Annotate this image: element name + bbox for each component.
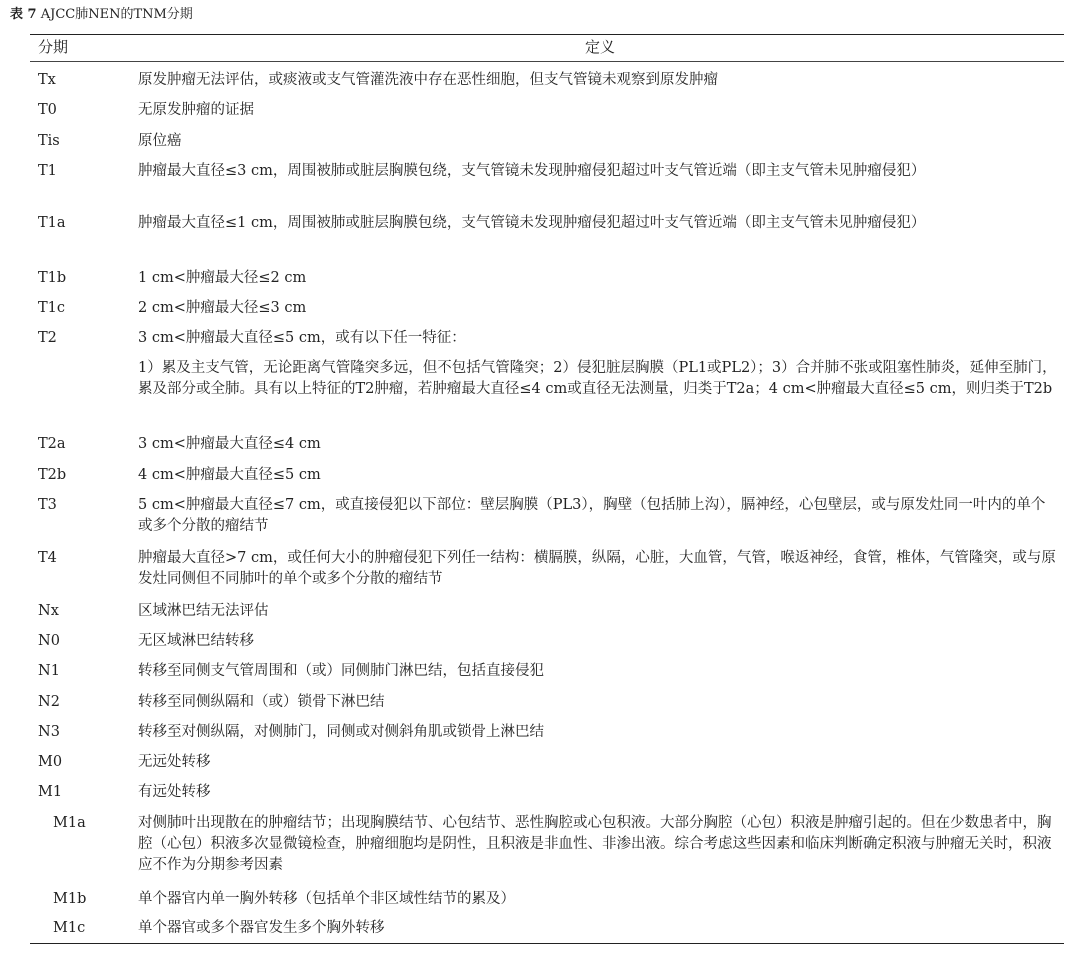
stage-cell: T1a [38, 215, 66, 231]
stage-cell: N1 [38, 663, 60, 679]
table-top-rule [30, 34, 1064, 35]
definition-cell: 3 cm<肿瘤最大直径≤5 cm，或有以下任一特征： [138, 330, 466, 346]
stage-cell: N0 [38, 633, 60, 649]
stage-cell: M1b [53, 891, 87, 907]
table-title: AJCC肺NEN的TNM分期 [40, 7, 193, 22]
column-header-stage: 分期 [38, 38, 69, 56]
stage-cell: Tis [38, 133, 60, 149]
stage-cell: T2a [38, 436, 66, 452]
definition-cell: 区域淋巴结无法评估 [138, 603, 269, 619]
definition-cell: 单个器官或多个器官发生多个胸外转移 [138, 920, 385, 936]
definition-cell: 1 cm<肿瘤最大径≤2 cm [138, 270, 307, 286]
stage-cell: T4 [38, 550, 57, 566]
definition-cell: 肿瘤最大直径>7 cm，或任何大小的肿瘤侵犯下列任一结构：横膈膜，纵隔，心脏，大血管，气管，喉返神经，食管，椎体，气管隆突，或与原发灶同侧但不同肺叶的单个或多个分散的瘤结节 [138, 550, 1056, 587]
stage-cell: T3 [38, 497, 57, 513]
stage-cell: T2 [38, 330, 57, 346]
definition-cell: 4 cm<肿瘤最大直径≤5 cm [138, 467, 321, 483]
definition-cell: 无远处转移 [138, 754, 211, 770]
table-bottom-rule [30, 943, 1064, 944]
definition-cell: 对侧肺叶出现散在的肿瘤结节；出现胸膜结节、心包结节、恶性胸腔或心包积液。大部分胸腔（心包）积液是肿瘤引起的。但在少数患者中，胸腔（心包）积液多次显微镜检查，肿瘤细胞均是阴性，且积液是非血性、非渗出液。综合考虑这些因素和临床判断确定积液与肿瘤无关时，积液应不作为分期参考因素 [138, 815, 1052, 873]
definition-cell: 1）累及主支气管，无论距离气管隆突多远，但不包括气管隆突；2）侵犯脏层胸膜（PL1或PL2）；3）合并肺不张或阻塞性肺炎，延伸至肺门，累及部分或全肺。具有以上特征的T2肿瘤，若肿瘤最大直径≤4 cm或直径无法测量，归类于T2a；4 cm<肿瘤最大直径≤5 cm，则归类于T2b [138, 360, 1057, 397]
stage-cell: T1c [38, 300, 66, 316]
stage-cell: T2b [38, 467, 67, 483]
definition-cell: 3 cm<肿瘤最大直径≤4 cm [138, 436, 321, 452]
table-header-rule [30, 61, 1064, 62]
stage-cell: M1c [53, 920, 86, 936]
definition-cell: 单个器官内单一胸外转移（包括单个非区域性结节的累及） [138, 891, 515, 907]
table-number: 表 7 [10, 7, 37, 22]
stage-cell: M0 [38, 754, 63, 770]
stage-cell: M1a [53, 815, 86, 831]
stage-cell: N2 [38, 694, 60, 710]
definition-cell: 转移至对侧纵隔，对侧肺门，同侧或对侧斜角肌或锁骨上淋巴结 [138, 724, 544, 740]
definition-cell: 无区域淋巴结转移 [138, 633, 254, 649]
definition-cell: 5 cm<肿瘤最大直径≤7 cm，或直接侵犯以下部位：壁层胸膜（PL3），胸壁（包括肺上沟），膈神经，心包壁层，或与原发灶同一叶内的单个或多个分散的瘤结节 [138, 497, 1046, 534]
stage-cell: T1b [38, 270, 67, 286]
definition-cell: 2 cm<肿瘤最大径≤3 cm [138, 300, 307, 316]
definition-cell: 肿瘤最大直径≤1 cm，周围被肺或脏层胸膜包绕，支气管镜未发现肿瘤侵犯超过叶支气管近端（即主支气管未见肿瘤侵犯） [138, 215, 926, 231]
stage-cell: M1 [38, 784, 63, 800]
definition-cell: 肿瘤最大直径≤3 cm，周围被肺或脏层胸膜包绕，支气管镜未发现肿瘤侵犯超过叶支气管近端（即主支气管未见肿瘤侵犯） [138, 163, 926, 179]
table-caption [10, 6, 193, 24]
stage-cell: N3 [38, 724, 60, 740]
stage-cell: T0 [38, 102, 57, 118]
definition-cell: 转移至同侧纵隔和（或）锁骨下淋巴结 [138, 694, 385, 710]
stage-cell: T1 [38, 163, 57, 179]
definition-cell: 无原发肿瘤的证据 [138, 102, 254, 118]
stage-cell: Nx [38, 603, 59, 619]
definition-cell: 原位癌 [138, 133, 182, 149]
stage-cell: Tx [38, 72, 56, 88]
definition-cell: 有远处转移 [138, 784, 211, 800]
definition-cell: 原发肿瘤无法评估，或痰液或支气管灌洗液中存在恶性细胞，但支气管镜未观察到原发肿瘤 [138, 72, 718, 88]
column-header-definition: 定义 [584, 38, 615, 56]
definition-cell: 转移至同侧支气管周围和（或）同侧肺门淋巴结，包括直接侵犯 [138, 663, 544, 679]
